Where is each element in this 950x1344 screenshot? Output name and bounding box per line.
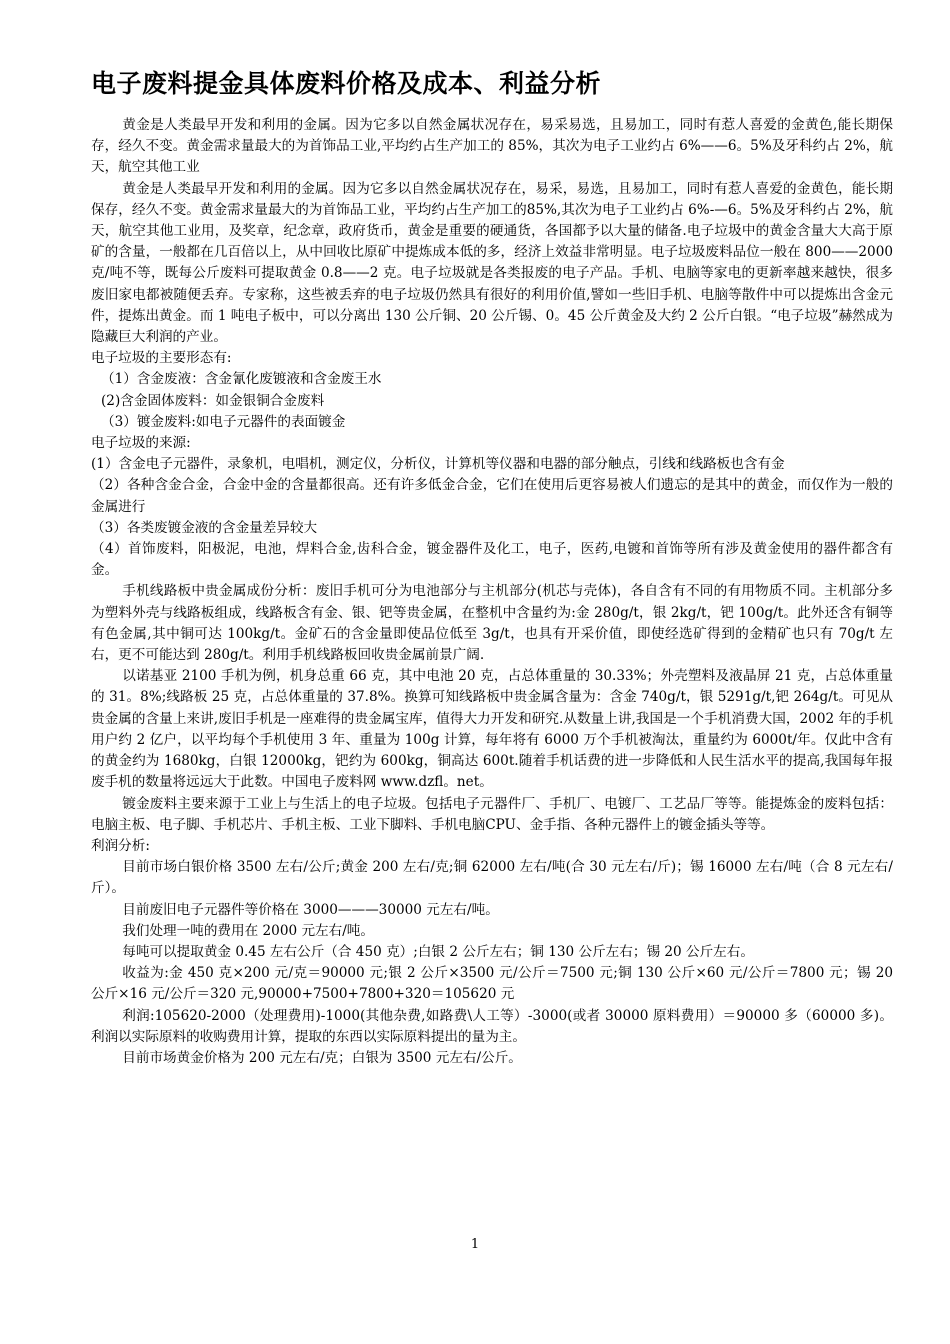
document-body	[91, 115, 893, 1069]
paragraph: 目前市场黄金价格为 200 元左右/克；白银为 3500 元左右/公斤。	[122, 1049, 522, 1066]
paragraph: （2）各种含金合金，合金中金的含量都很高。还有许多低金合金，它们在使用后更容易被人们遗忘的是其中的黄金，而仅作为一般的金属进行	[91, 477, 893, 515]
paragraph: 目前市场白银价格 3500 左右/公斤;黄金 200 左右/克;铜 62000 左右/吨(合 30 元左右/斤)；锡 16000 左右/吨（合 8 元左右/斤）。	[91, 859, 893, 897]
paragraph: (1）含金电子元器件，录象机，电唱机，测定仪，分析仪，计算机等仪器和电器的部分触点，引线和线路板也含有金	[91, 456, 785, 473]
paragraph: 镀金废料主要来源于工业上与生活上的电子垃圾。包括电子元器件厂、手机厂、电镀厂、工艺品厂等等。能提炼金的废料包括：电脑主板、电子脚、手机芯片、手机主板、工业下脚料、手机电脑CPU、金手指、各种元器件上的镀金插头等等。	[91, 795, 893, 833]
paragraph: 手机线路板中贵金属成份分析：废旧手机可分为电池部分与主机部分(机芯与壳体)，各自含有不同的有用物质不同。主机部分多为塑料外壳与线路板组成，线路板含有金、银、钯等贵金属，在整机中含量约为:金 280g/t，银 2kg/t，钯 100g/t。此外还含有铜等有色金属,其中铜可达 100kg/t。金矿石的含金量即使品位低至 3g/t，也具有开采价值，即使经选矿得到的金精矿也只有 70g/t 左右，更不可能达到 280g/t。利用手机线路板回收贵金属前景广阔.	[91, 583, 893, 664]
paragraph: 利润:105620-2000（处理费用)-1000(其他杂费,如路费\人工等）-3000(或者 30000 原料费用）＝90000 多（60000 多)。利润以实际原料的收购费用计算，提取的东西以实际原料提出的量为主。	[91, 1007, 893, 1045]
paragraph: 黄金是人类最早开发和利用的金属。因为它多以自然金属状况存在，易采易选，且易加工，同时有惹人喜爱的金黄色,能长期保存，经久不变。黄金需求量最大的为首饰品工业,平均约占生产加工的 85%，其次为电子工业约占 6%——6。5%及牙科约占 2%，航天，航空其他工业	[91, 117, 893, 176]
paragraph: （3）各类废镀金液的含金量差异较大	[91, 519, 318, 536]
paragraph: （3）镀金废料:如电子元器件的表面镀金	[101, 413, 346, 430]
page-number: 1	[470, 1237, 480, 1252]
paragraph: 利润分析:	[91, 837, 150, 854]
paragraph: 收益为:金 450 克×200 元/克＝90000 元;银 2 公斤×3500 元/公斤＝7500 元;铜 130 公斤×60 元/公斤＝7800 元；锡 20 公斤×16 元/公斤＝320 元,90000+7500+7800+320＝105620 元	[91, 965, 893, 1003]
paragraph: 我们处理一吨的费用在 2000 元左右/吨。	[122, 922, 374, 939]
paragraph: 电子垃圾的主要形态有:	[91, 350, 232, 367]
paragraph: 每吨可以提取黄金 0.45 左右公斤（合 450 克）;白银 2 公斤左右；铜 130 公斤左右；锡 20 公斤左右。	[122, 943, 754, 960]
paragraph: (2)含金固体废料：如金银铜合金废料	[101, 392, 325, 409]
paragraph: 目前废旧电子元器件等价格在 3000———30000 元左右/吨。	[122, 901, 499, 918]
paragraph: 以诺基亚 2100 手机为例，机身总重 66 克，其中电池 20 克，占总体重量的 30.33%；外壳塑料及液晶屏 21 克，占总体重量的 31。8%;线路板 25 克，占总体重量的 37.8%。换算可知线路板中贵金属含量为：含金 740g/t，银 5291g/t,钯 264g/t。可见从贵金属的含量上来讲,废旧手机是一座难得的贵金属宝库，值得大力开发和研究.从数量上讲,我国是一个手机消费大国，2002 年的手机用户约 2 亿户，以平均每个手机使用 3 年、重量为 100g 计算，每年将有 6000 万个手机被淘汰，重量约为 6000t/年。仅此中含有的黄金约为 1680kg，白银 12000kg，钯约为 600kg，铜高达 600t.随着手机话费的进一步降低和人民生活水平的提高,我国每年报废手机的数量将远远大于此数。中国电子废料网 www.dzfl。net。	[91, 668, 893, 791]
paragraph: 黄金是人类最早开发和利用的金属。因为它多以自然金属状况存在，易采，易选，且易加工，同时有惹人喜爱的金黄色，能长期保存，经久不变。黄金需求量最大的为首饰品工业，平均约占生产加工的85%,其次为电子工业约占 6%-—6。5%及牙科约占 2%，航天，航空其他工业用，及奖章，纪念章，政府货币，黄金是重要的硬通货，各国都予以大量的储备.电子垃圾中的黄金含量大大高于原矿的含量，一般都在几百倍以上，从中回收比原矿中提炼成本低的多，经济上效益非常明显。电子垃圾废料品位一般在 800——2000 克/吨不等，既每公斤废料可提取黄金 0.8——2 克。电子垃圾就是各类报废的电子产品。手机、电脑等家电的更新率越来越快，很多废旧家电都被随便丢弃。专家称，这些被丢弃的电子垃圾仍然具有很好的利用价值,譬如一些旧手机、电脑等散件中可以提炼出含金元件，提炼出黄金。而 1 吨电子板中，可以分离出 130 公斤铜、20 公斤锡、0。45 公斤黄金及大约 2 公斤白银。“电子垃圾”赫然成为隐藏巨大利润的产业。	[91, 180, 893, 346]
paragraph: 电子垃圾的来源:	[91, 435, 191, 452]
paragraph: （1）含金废液：含金氰化废镀液和含金废王水	[101, 371, 382, 388]
page-title: 电子废料提金具体废料价格及成本、利益分析	[91, 69, 602, 98]
paragraph: （4）首饰废料，阳极泥，电池，焊料合金,齿科合金，镀金器件及化工，电子，医药,电镀和首饰等所有涉及黄金使用的器件都含有金。	[91, 541, 893, 579]
